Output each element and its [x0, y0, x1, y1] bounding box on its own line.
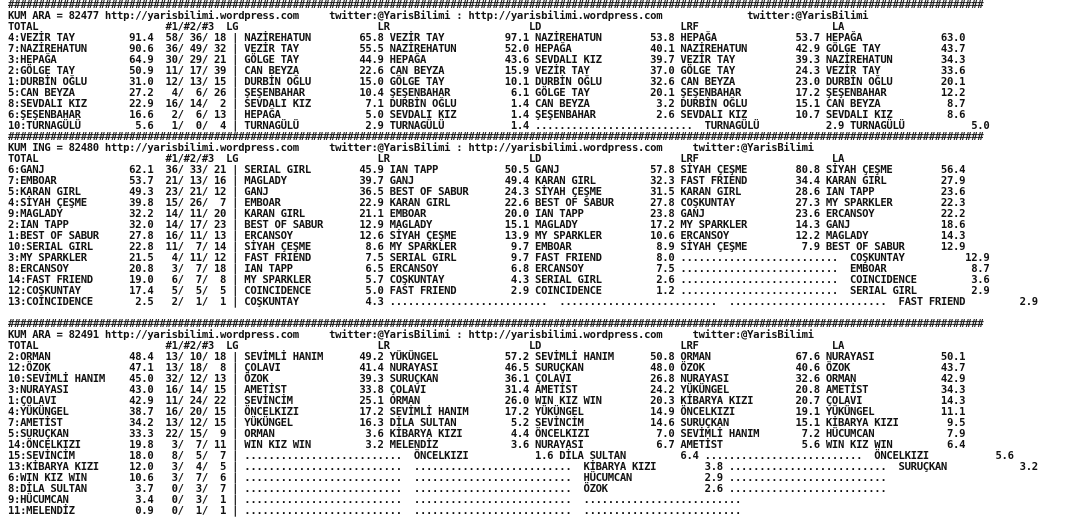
table-row: 10:SEVİMLİ HANIM 45.0 32/ 12/ 13 | ÖZOK 39.3 SURUÇKAN 36.1 ÇOLAVI 26.8 NURAYASI 32.6 ORMAN 42.9 [8, 373, 966, 385]
separator-line: ################################################################################################################################################################# [8, 318, 984, 330]
table-row: 7:NAZİREHATUN 90.6 36/ 49/ 32 | VEZİR TAY 55.5 NAZİREHATUN 52.0 HEPAĞA 40.1 NAZİREHATUN 42.9 GÖLGE TAY 43.7 [8, 43, 966, 55]
table-row: 13:COINCIDENCE 2.5 2/ 1/ 1 | COŞKUNTAY 4.3 .......................... .......................... .......................... FAST FRIEND 2.9 [8, 296, 1038, 308]
table-row: 6:WIN KIZ WIN 10.6 3/ 7/ 6 | .......................... .......................... HÜCUMCAN 2.9 .......................... [8, 472, 887, 484]
table-row: 4:YÜKÜNGEL 38.7 16/ 20/ 15 | ÖNCELKIZI 17.2 SEVİMLİ HANIM 17.2 YÜKÜNGEL 14.9 ÖNCELKIZI 19.1 YÜKÜNGEL 11.1 [8, 406, 966, 418]
table-row: 13:KİBARYA KIZI 12.0 3/ 4/ 5 | .......................... .......................... KİBARYA KIZI 3.8 .......................... SURUÇKAN 3.2 [8, 461, 1038, 473]
table-row: 8:SEVDALI KIZ 22.9 16/ 14/ 2 | SEVDALI KIZ 7.1 DURBİN OĞLU 1.4 CAN BEYZA 3.2 DURBİN OĞLU 15.1 CAN BEYZA 8.7 [8, 98, 966, 110]
separator-line: ################################################################################################################################################################# [8, 131, 984, 143]
table-row: 12:COŞKUNTAY 17.4 5/ 5/ 5 | COINCIDENCE 5.0 FAST FRIEND 2.9 COINCIDENCE 1.2 .......................... SERIAL GIRL 2.9 [8, 285, 990, 297]
table-row: 2:IAN TAPP 32.0 14/ 17/ 23 | BEST OF SABUR 12.9 MAGLADY 15.1 MAGLADY 17.2 MY SPARKLER 14.3 GANJ 18.6 [8, 219, 966, 231]
table-row: 12:ÖZOK 47.1 13/ 18/ 8 | ÇOLAVI 41.4 NURAYASI 46.5 SURUÇKAN 48.0 ÖZOK 40.6 ÖZOK 43.7 [8, 362, 966, 374]
table-row: 5:SURUÇKAN 33.3 22/ 15/ 9 | ORMAN 3.6 KİBARYA KIZI 4.4 ÖNCELKIZI 7.0 SEVİMLİ HANIM 7.2 HÜCUMCAN 7.9 [8, 428, 966, 440]
table-row: 4:VEZİR TAY 91.4 58/ 36/ 18 | NAZİREHATUN 65.8 VEZİR TAY 97.1 NAZİREHATUN 53.8 HEPAĞA 53.7 HEPAĞA 63.0 [8, 32, 966, 44]
table-row: 6:GANJ 62.1 36/ 33/ 21 | SERIAL GIRL 45.9 IAN TAPP 50.5 GANJ 57.8 SİYAH ÇEŞME 80.8 SİYAH ÇEŞME 56.4 [8, 164, 966, 176]
table-row: 3:MY SPARKLER 21.5 4/ 11/ 12 | FAST FRIEND 7.5 SERIAL GIRL 9.7 FAST FRIEND 8.0 .......................... COŞKUNTAY 12.9 [8, 252, 990, 264]
table-row: 6:ŞEŞENBAHAR 16.6 2/ 6/ 13 | HEPAĞA 5.0 SEVDALI KIZ 1.4 ŞEŞENBAHAR 2.6 SEVDALI KIZ 10.7 SEVDALI KIZ 8.6 [8, 109, 966, 121]
table-row: 4:SİYAH ÇEŞME 39.8 15/ 26/ 7 | EMBOAR 22.9 KARAN GIRL 22.6 BEST OF SABUR 27.8 COŞKUNTAY 27.3 MY SPARKLER 22.3 [8, 197, 966, 209]
table-row: 10:TURNAGÜLÜ 5.6 1/ 0/ 4 | TURNAGÜLÜ 2.9 TURNAGÜLÜ 1.4 .......................... TURNAGÜLÜ 2.9 TURNAGÜLÜ 5.0 [8, 120, 990, 132]
table-row: 7:EMBOAR 53.7 21/ 13/ 16 | MAGLADY 39.7 GANJ 49.4 KARAN GIRL 32.3 FAST FRIEND 34.4 KARAN GIRL 27.9 [8, 175, 966, 187]
table-row: 14:FAST FRIEND 19.0 6/ 7/ 8 | MY SPARKLER 5.7 COŞKUNTAY 4.3 SERIAL GIRL 2.6 .......................... COINCIDENCE 3.6 [8, 274, 990, 286]
table-row: 14:ÖNCELKIZI 19.8 3/ 7/ 11 | WIN KIZ WIN 3.2 MELENDİZ 3.6 NURAYASI 6.7 AMETİST 5.6 WIN KIZ WIN 6.4 [8, 439, 966, 451]
table-row: 5:CAN BEYZA 27.2 4/ 6/ 26 | ŞEŞENBAHAR 10.4 ŞEŞENBAHAR 6.1 GÖLGE TAY 20.1 ŞEŞENBAHAR 17.2 ŞEŞENBAHAR 12.2 [8, 87, 966, 99]
race-header: KUM ING = 82480 http://yarisbilimi.wordpress.com twitter:@YarisBilimi : http://yarisbilimi.wordpress.com twitter:@YarisBilimi [8, 142, 814, 154]
table-row: 1:ÇOLAVI 42.9 11/ 24/ 22 | SEVİNCİM 25.1 ORMAN 26.0 WIN KIZ WIN 20.3 KİBARYA KIZI 20.7 ÇOLAVI 14.3 [8, 395, 966, 407]
table-row: 3:NURAYASI 43.0 16/ 14/ 15 | AMETİST 33.8 ÇOLAVI 31.4 AMETİST 24.2 YÜKÜNGEL 20.8 AMETİST 34.3 [8, 384, 966, 396]
table-row: 9:HÜCUMCAN 3.4 0/ 3/ 1 | .......................... .......................... .......................... [8, 494, 742, 506]
column-headers: TOTAL #1/#2/#3 LG LR LD LRF LA [8, 153, 845, 165]
table-row: 5:KARAN GIRL 49.3 23/ 21/ 12 | GANJ 36.5 BEST OF SABUR 24.3 SİYAH ÇEŞME 31.5 KARAN GIRL 28.6 IAN TAPP 23.6 [8, 186, 966, 198]
column-headers: TOTAL #1/#2/#3 LG LR LD LRF LA [8, 21, 845, 33]
table-row: 11:MELENDİZ 0.9 0/ 1/ 1 | .......................... .......................... .......................... [8, 505, 742, 517]
table-row: 8:DİLA SULTAN 3.7 0/ 3/ 7 | .......................... .......................... ÖZOK 2.6 .......................... [8, 483, 887, 495]
race-header: KUM ARA = 82477 http://yarisbilimi.wordpress.com twitter:@YarisBilimi : http://yarisbilimi.wordpress.com twitter:@YarisBilimi [8, 10, 869, 22]
table-row: 2:GÖLGE TAY 50.9 11/ 17/ 39 | CAN BEYZA 22.6 CAN BEYZA 15.9 VEZİR TAY 37.0 GÖLGE TAY 24.3 VEZİR TAY 33.6 [8, 65, 966, 77]
table-row: 1:BEST OF SABUR 27.8 16/ 11/ 13 | ERCANSOY 12.6 SİYAH ÇEŞME 13.9 MY SPARKLER 10.6 ERCANSOY 12.2 MAGLADY 14.3 [8, 230, 966, 242]
table-row: 9:MAGLADY 32.2 14/ 11/ 20 | KARAN GIRL 21.1 EMBOAR 20.0 IAN TAPP 23.8 GANJ 23.6 ERCANSOY 22.2 [8, 208, 966, 220]
table-row: 1:DURBİN OĞLU 31.0 12/ 13/ 15 | DURBİN OĞLU 15.0 GÖLGE TAY 10.1 DURBİN OĞLU 32.6 CAN BEYZA 23.0 DURBİN OĞLU 20.1 [8, 76, 966, 88]
table-row: 10:SERIAL GIRL 22.8 11/ 7/ 14 | SİYAH ÇEŞME 8.6 MY SPARKLER 9.7 EMBOAR 8.9 SİYAH ÇEŞME 7.9 BEST OF SABUR 12.9 [8, 241, 966, 253]
table-row: 15:SEVİNCİM 18.0 8/ 5/ 7 | .......................... ÖNCELKIZI 1.6 DİLA SULTAN 6.4 .......................... ÖNCELKIZI 5.6 [8, 450, 1014, 462]
table-row: 2:ORMAN 48.4 13/ 10/ 18 | SEVİMLİ HANIM 49.2 YÜKÜNGEL 57.2 SEVİMLİ HANIM 50.8 ORMAN 67.6 NURAYASI 50.1 [8, 351, 966, 363]
table-row: 3:HEPAĞA 64.9 30/ 29/ 21 | GÖLGE TAY 44.9 HEPAĞA 43.6 SEVDALI KIZ 39.7 VEZİR TAY 39.3 NAZİREHATUN 34.3 [8, 54, 966, 66]
column-headers: TOTAL #1/#2/#3 LG LR LD LRF LA [8, 340, 845, 352]
table-row: 8:ERCANSOY 20.8 3/ 7/ 18 | IAN TAPP 6.5 ERCANSOY 6.8 ERCANSOY 7.5 .......................... EMBOAR 8.7 [8, 263, 990, 275]
table-row: 7:AMETİST 34.2 13/ 12/ 15 | YÜKÜNGEL 16.3 DİLA SULTAN 5.2 SEVİNCİM 14.6 SURUÇKAN 15.1 KİBARYA KIZI 9.5 [8, 417, 966, 429]
separator-line: ################################################################################################################################################################# [8, 0, 984, 11]
race-header: KUM ARA = 82491 http://yarisbilimi.wordpress.com twitter:@YarisBilimi : http://yarisbilimi.wordpress.com twitter:@YarisBilimi [8, 329, 814, 341]
